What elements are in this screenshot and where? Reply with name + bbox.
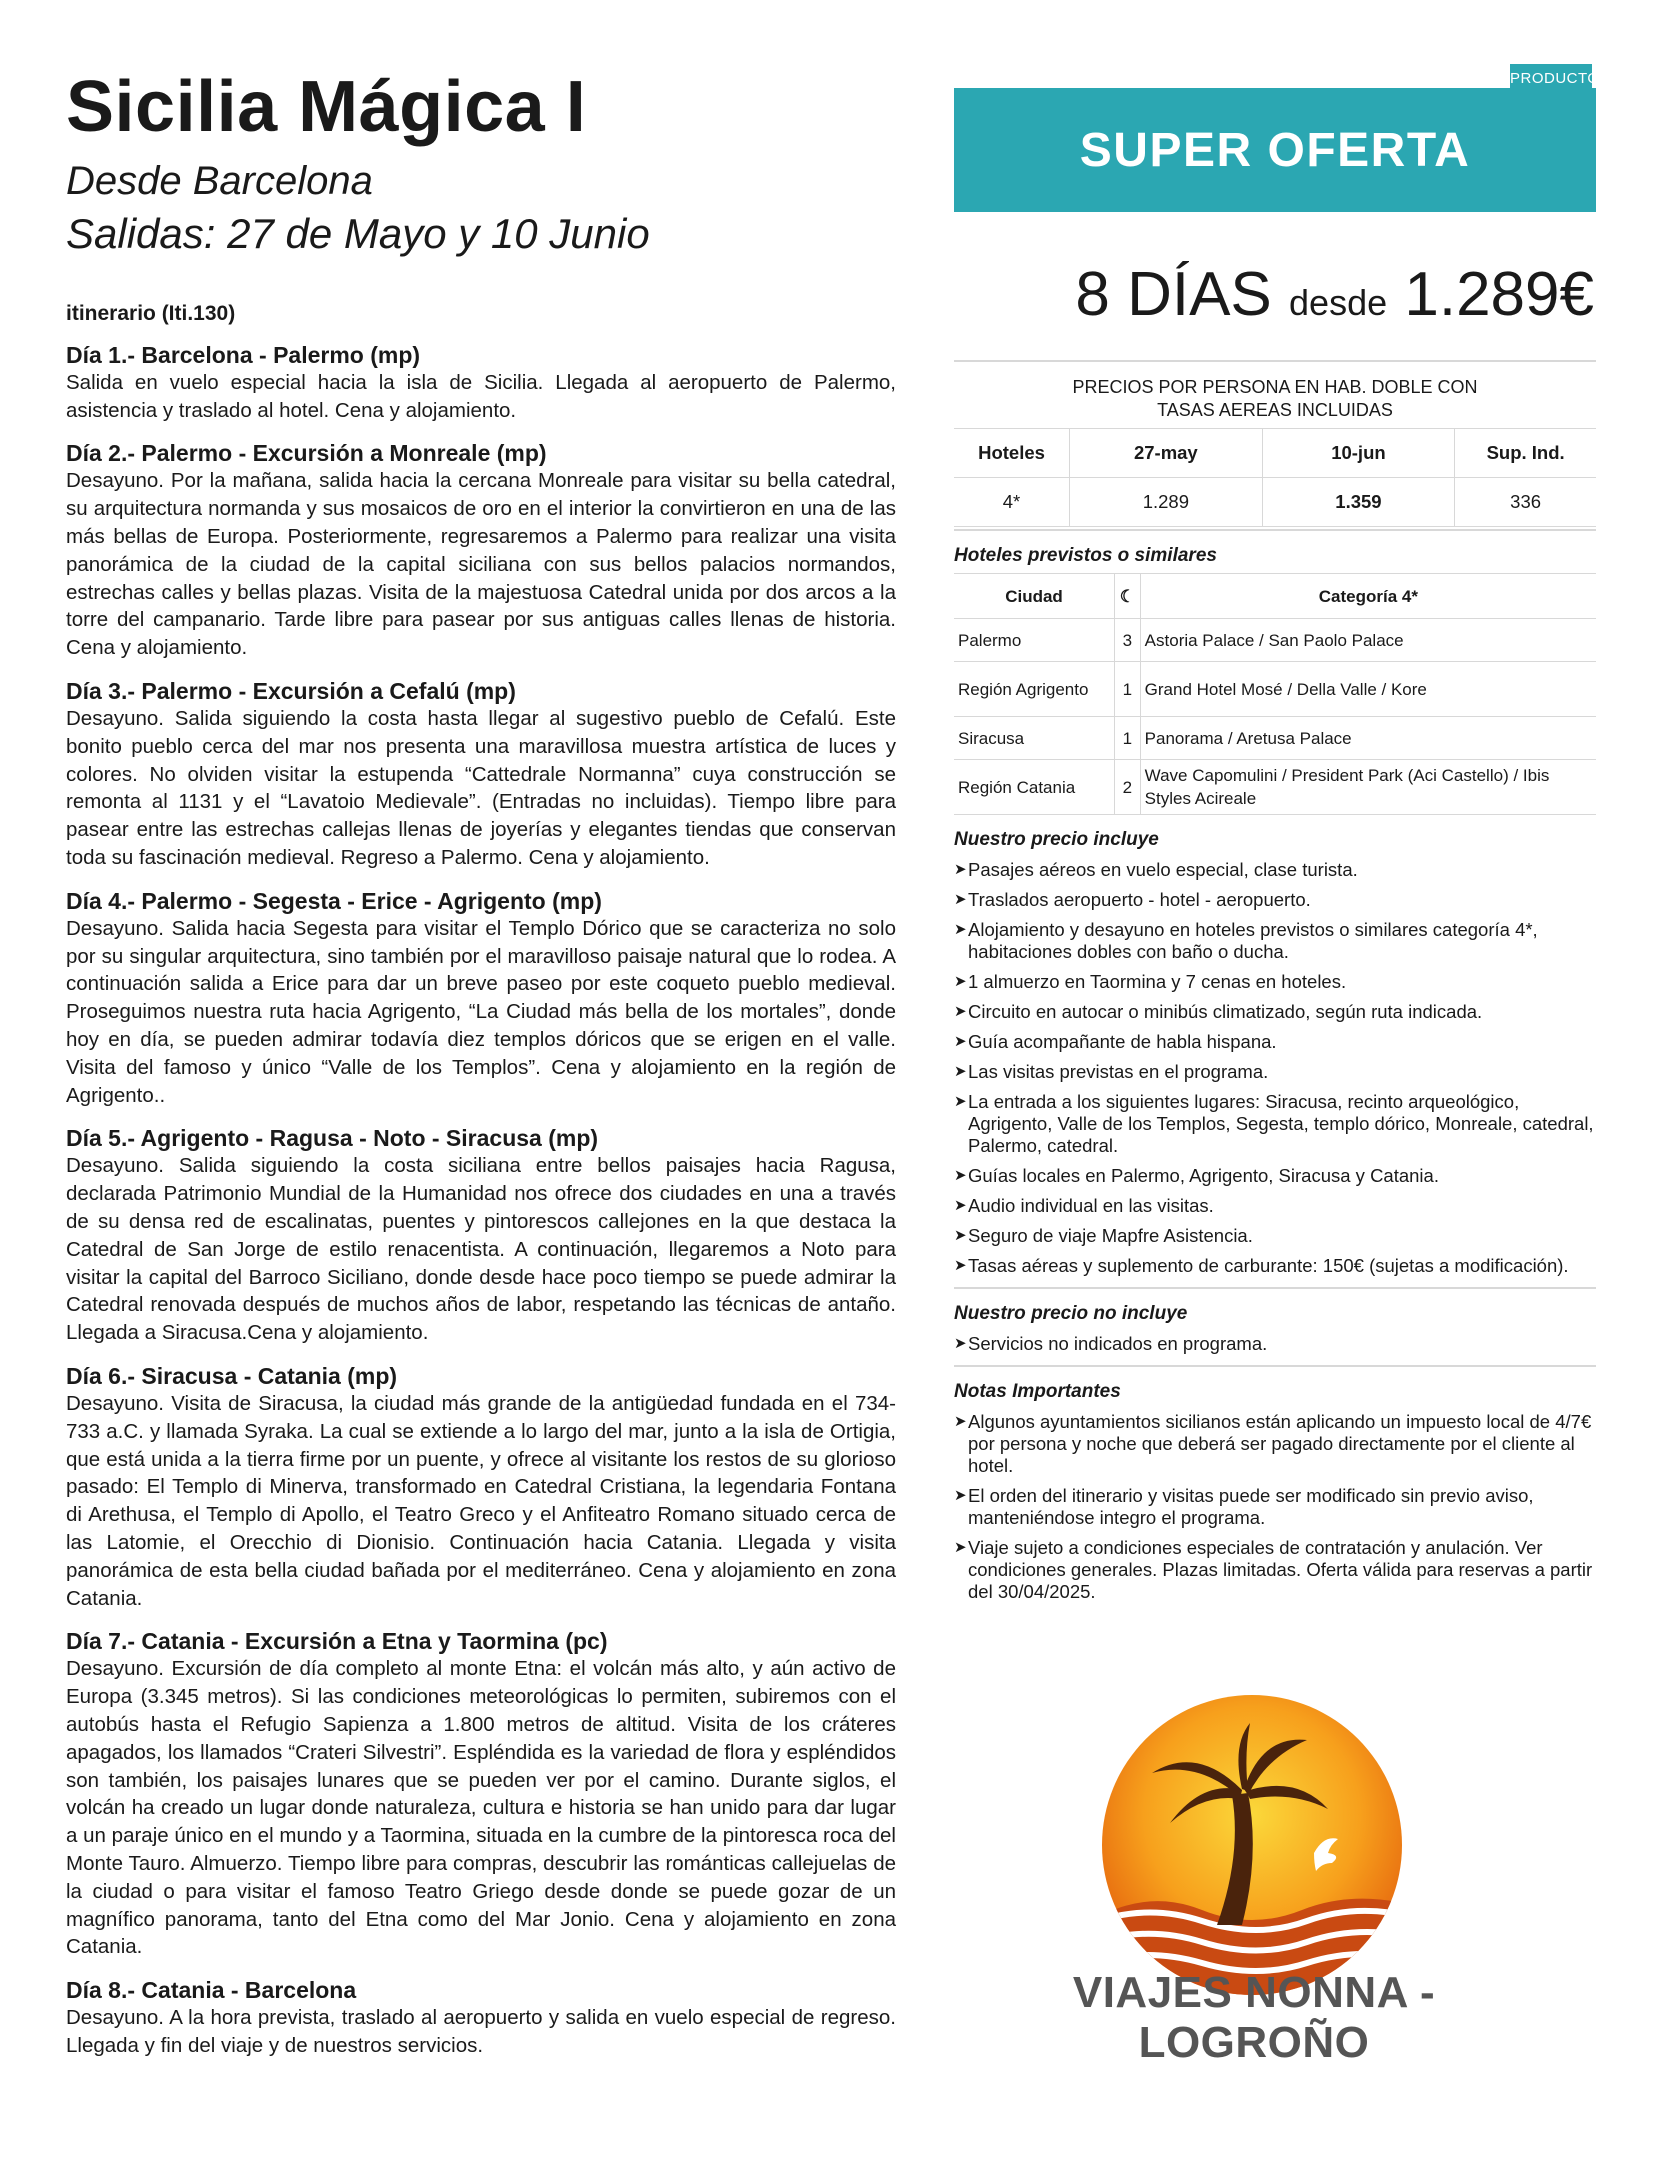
list-item: ➤ Guías locales en Palermo, Agrigento, Siracusa y Catania. [954, 1165, 1439, 1186]
notes-list [954, 1411, 1596, 1603]
arrow-icon: ➤ [954, 1093, 967, 1110]
arrow-icon: ➤ [954, 1539, 967, 1556]
departure-dates: Salidas: 27 de Mayo y 10 Junio [66, 209, 650, 257]
agency-name: VIAJES NONNA - LOGROÑO [1072, 1968, 1436, 2067]
departure-city: Desde Barcelona [66, 158, 373, 203]
arrow-icon: ➤ [954, 1257, 967, 1274]
from-label: desde [1289, 282, 1388, 323]
table-row [954, 478, 1596, 527]
cell-city: Región Catania [954, 760, 1115, 815]
includes-list [954, 859, 1596, 1277]
list-item: ➤ Las visitas previstas en el programa. [954, 1061, 1269, 1082]
itinerary-column [66, 67, 896, 2060]
includes-title: Nuestro precio incluye [954, 829, 1159, 850]
list-item: ➤ Pasajes aéreos en vuelo especial, clase turista. [954, 859, 1358, 880]
day-5 [66, 1125, 896, 1347]
cell-city: Región Agrigento [954, 662, 1115, 717]
info-column [954, 88, 1596, 1611]
cell-hotels: Wave Capomulini / President Park (Aci Castello) / Ibis Styles Acireale [1140, 760, 1596, 815]
day-text: Desayuno. Salida siguiendo la costa siciliana entre bellos paisajes hacia Ragusa, declarada Patrimonio Mundial de la Humanidad nos ofrece dos ciudades en una a través de su densa red de escalinatas, puentes y pintorescos callejones en la que destaca la Catedral de San Jorge de estilo renacentista. A continuación, llegaremos a Noto para visitar la capital del Barroco Siciliano, donde desde hace poco tiempo se puede admirar la Catedral renovada después de muchos años de labor, respetando las técnicas de antaño. Llegada a Siracusa.Cena y alojamiento. [66, 1154, 896, 1345]
cell-nights: 1 [1115, 662, 1141, 717]
day-text: Salida en vuelo especial hacia la isla de Sicilia. Llegada al aeropuerto de Palermo, asistencia y traslado al hotel. Cena y alojamiento. [66, 370, 896, 422]
table-row [954, 619, 1596, 662]
day-text: Desayuno. A la hora prevista, traslado al aeropuerto y salida en vuelo especial de regreso. Llegada y fin del viaje y de nuestros servicios. [66, 2006, 896, 2057]
prices-header [954, 376, 1596, 422]
day-4 [66, 888, 896, 1110]
price-value: 1.289€ [1404, 260, 1594, 329]
table-row [954, 760, 1596, 815]
divider [954, 1287, 1596, 1289]
day-6 [66, 1363, 896, 1612]
day-1 [66, 342, 896, 425]
day-3 [66, 678, 896, 872]
list-item: ➤ Guía acompañante de habla hispana. [954, 1031, 1277, 1052]
prices-header-line1: PRECIOS POR PERSONA EN HAB. DOBLE CON [1072, 377, 1478, 397]
day-text: Desayuno. Por la mañana, salida hacia la cercana Monreale para visitar su bella catedral, su arquitectura normanda y sus mosaicos de oro en el interior la convirtieron en una de las más bellas de Europa. Posteriormente, regresaremos a Palermo para realizar una visita panorámica de la ciudad de la capital siciliana con sus bellos palacios normandos, estrechas calles y bellas plazas. Visita de la majestuosa Catedral unida por dos arcos a la torre del campanario. Tarde libre para pasear por sus antiguas calles llenas de historia. Cena y alojamiento. [66, 469, 896, 660]
col-sup-ind: Sup. Ind. [1455, 429, 1596, 478]
cell-nights: 1 [1115, 717, 1141, 760]
day-2 [66, 440, 896, 662]
arrow-icon: ➤ [954, 1197, 967, 1214]
day-text: Desayuno. Salida siguiendo la costa hasta llegar al sugestivo pueblo de Cefalú. Este bonito pueblo cerca del mar nos presenta una maravillosa muestra artística de luces y colores. No olviden visitar la estupenda “Cattedrale Normanna” cuya construcción se remonta al 1131 y el “Lavatoio Medievale”. (Entradas no incluidas). Tiempo libre para pasear entre las estrechas callejas llenas de joyerías y elegantes tiendas que conservan toda su fascinación medieval. Regreso a Palermo. Cena y alojamiento. [66, 707, 896, 870]
excludes-list [954, 1333, 1596, 1355]
excludes-title: Nuestro precio no incluye [954, 1303, 1188, 1324]
list-item: ➤ Seguro de viaje Mapfre Asistencia. [954, 1225, 1253, 1246]
super-oferta-banner [954, 88, 1596, 212]
day-title: Día 6.- Siracusa - Catania (mp) [66, 1363, 398, 1389]
page-title: Sicilia Mágica I [66, 67, 587, 147]
arrow-icon: ➤ [954, 1003, 967, 1020]
table-header-row [954, 574, 1596, 619]
day-title: Día 3.- Palermo - Excursión a Cefalú (mp) [66, 678, 516, 705]
headline-price [954, 260, 1596, 329]
arrow-icon: ➤ [954, 1063, 967, 1080]
divider [954, 360, 1596, 362]
list-item: ➤ 1 almuerzo en Taormina y 7 cenas en hoteles. [954, 971, 1347, 992]
list-item: ➤ Servicios no indicados en programa. [954, 1333, 1268, 1354]
list-item: ➤ Traslados aeropuerto - hotel - aeropuerto. [954, 889, 1311, 910]
table-row [954, 662, 1596, 717]
arrow-icon: ➤ [954, 1167, 967, 1184]
day-text: Desayuno. Salida hacia Segesta para visitar el Templo Dórico que se caracteriza no solo por su singular arquitectura, sino también por el maravilloso paisaje natural que lo rodea. A continuación salida a Erice para dar un breve paseo por este coqueto pueblo medieval. Proseguimos nuestra ruta hacia Agrigento, “La Ciudad más bella de los mortales”, donde hoy en día, se pueden admirar todavía diez templos dóricos que se erigen en el valle. Visita del famoso y único “Valle de los Templos”. Cena y alojamiento en la región de Agrigento.. [66, 916, 896, 1107]
list-item: ➤ Tasas aéreas y suplemento de carburante: 150€ (sujetas a modificación). [954, 1255, 1569, 1276]
cell-nights: 2 [1115, 760, 1141, 815]
cell-hotels: Grand Hotel Mosé / Della Valle / Kore [1140, 662, 1596, 717]
day-title: Día 1.- Barcelona - Palermo (mp) [66, 341, 421, 368]
price-table [954, 428, 1596, 527]
arrow-icon: ➤ [954, 1227, 967, 1244]
prices-header-line2: TASAS AEREAS INCLUIDAS [1157, 400, 1393, 420]
cell-price-10-jun: 1.359 [1262, 478, 1455, 527]
cell-city: Palermo [954, 619, 1115, 662]
day-text: Desayuno. Visita de Siracusa, la ciudad más grande de la antigüedad fundada en el 734-733 a.C. y llamada Syraka. La cual se extiende a lo largo del mar, junto a la isla de Ortigia, que está unida a la tierra firme por un puente, y ofrece al visitante los restos de su glorioso pasado: El Templo di Minerva, transformado en Catedral Cristiana, la legendaria Fontana di Arethusa, el Templo di Apollo, el Teatro Greco y el Anfiteatro Romano situado cerca de las Latomie, el Orecchio di Dionisio. Continuación hacia Catania. Llegada y visita panorámica de esta bella ciudad bañada por el mediterráneo. Cena y alojamiento en zona Catania. [66, 1392, 896, 1610]
divider [954, 1365, 1596, 1367]
arrow-icon: ➤ [954, 973, 967, 990]
day-title: Día 2.- Palermo - Excursión a Monreale (mp) [66, 440, 547, 467]
col-27-may: 27-may [1070, 429, 1263, 478]
col-10-jun: 10-jun [1262, 429, 1455, 478]
day-text: Desayuno. Excursión de día completo al monte Etna: el volcán más alto, y aún activo de Europa (3.345 metros). Si las condiciones meteorológicas lo permiten, subiremos con el autobús hasta el Refugio Sapienza a 1.800 metros de altitud. Visita de los cráteres apagados, los llamados “Crateri Silvestri”. Espléndida es la variedad de flora y espléndidos son también, los paisajes lunares que se pueden ver por el camino. Durante siglos, el volcán ha creado un lugar donde naturaleza, cultura e historia se han unido para dar lugar a un paraje único en el mundo y a Taormina, situada en la cumbre de la pintoresca roca del Monte Tauro. Almuerzo. Tiempo libre para compras, descubrir las románticas callejuelas de la ciudad o para visitar el famoso Teatro Griego desde donde se puede gozar de un magnífico panorama, tanto del Etna como del Mar Jonio. Cena y alojamiento en zona Catania. [66, 1657, 896, 1959]
arrow-icon: ➤ [954, 891, 967, 908]
arrow-icon: ➤ [954, 1335, 967, 1352]
cell-nights: 3 [1115, 619, 1141, 662]
list-item: ➤ Algunos ayuntamientos sicilianos están aplicando un impuesto local de 4/7€ por persona y noche que deberá ser pagado directamente por el cliente al hotel. [954, 1411, 1592, 1476]
list-item: ➤ El orden del itinerario y visitas puede ser modificado sin previo aviso, manteniéndose integro el programa. [954, 1485, 1534, 1528]
itinerary-label: itinerario (Iti.130) [66, 301, 236, 325]
col-categoria: Categoría 4* [1140, 574, 1596, 619]
nights-icon: ☾ [1115, 574, 1141, 619]
day-title: Día 4.- Palermo - Segesta - Erice - Agrigento (mp) [66, 887, 602, 914]
day-8 [66, 1977, 896, 2060]
col-ciudad: Ciudad [954, 574, 1115, 619]
day-7 [66, 1628, 896, 1961]
list-item: ➤ Alojamiento y desayuno en hoteles previstos o similares categoría 4*, habitaciones dobles con baño o ducha. [954, 919, 1538, 962]
list-item: ➤ Audio individual en las visitas. [954, 1195, 1214, 1216]
arrow-icon: ➤ [954, 1033, 967, 1050]
hotels-title: Hoteles previstos o similares [954, 545, 1217, 566]
list-item: ➤ Viaje sujeto a condiciones especiales de contratación y anulación. Ver condiciones generales. Plazas limitadas. Oferta válida para reservas a partir del 30/04/2025. [954, 1537, 1593, 1602]
cell-category: 4* [954, 478, 1070, 527]
col-hoteles: Hoteles [954, 429, 1070, 478]
palm-tree-logo-icon [1092, 1685, 1412, 2005]
divider [954, 529, 1596, 531]
notes-title: Notas Importantes [954, 1381, 1121, 1402]
hotels-table [954, 573, 1596, 815]
day-title: Día 5.- Agrigento - Ragusa - Noto - Siracusa (mp) [66, 1125, 599, 1152]
super-oferta-label: SUPER OFERTA [1079, 123, 1471, 177]
arrow-icon: ➤ [954, 861, 967, 878]
cell-hotels: Panorama / Aretusa Palace [1140, 717, 1596, 760]
arrow-icon: ➤ [954, 1413, 967, 1430]
list-item: ➤ La entrada a los siguientes lugares: Siracusa, recinto arqueológico, Agrigento, Valle de los Templos, Segesta, templo dórico, Monreale, catedral, Palermo, catedral. [954, 1091, 1594, 1156]
cell-hotels: Astoria Palace / San Paolo Palace [1140, 619, 1596, 662]
cell-city: Siracusa [954, 717, 1115, 760]
list-item: ➤ Circuito en autocar o minibús climatizado, según ruta indicada. [954, 1001, 1483, 1022]
badge-top-text: PRODUCTO [1510, 70, 1600, 87]
cell-sup-ind: 336 [1455, 478, 1596, 527]
day-title: Día 8.- Catania - Barcelona [66, 1977, 357, 2004]
cell-price-27-may: 1.289 [1070, 478, 1263, 527]
day-title: Día 7.- Catania - Excursión a Etna y Taormina (pc) [66, 1628, 608, 1655]
table-header-row [954, 429, 1596, 478]
duration: 8 DÍAS [1075, 260, 1272, 329]
table-row [954, 717, 1596, 760]
arrow-icon: ➤ [954, 1487, 967, 1504]
arrow-icon: ➤ [954, 921, 967, 938]
